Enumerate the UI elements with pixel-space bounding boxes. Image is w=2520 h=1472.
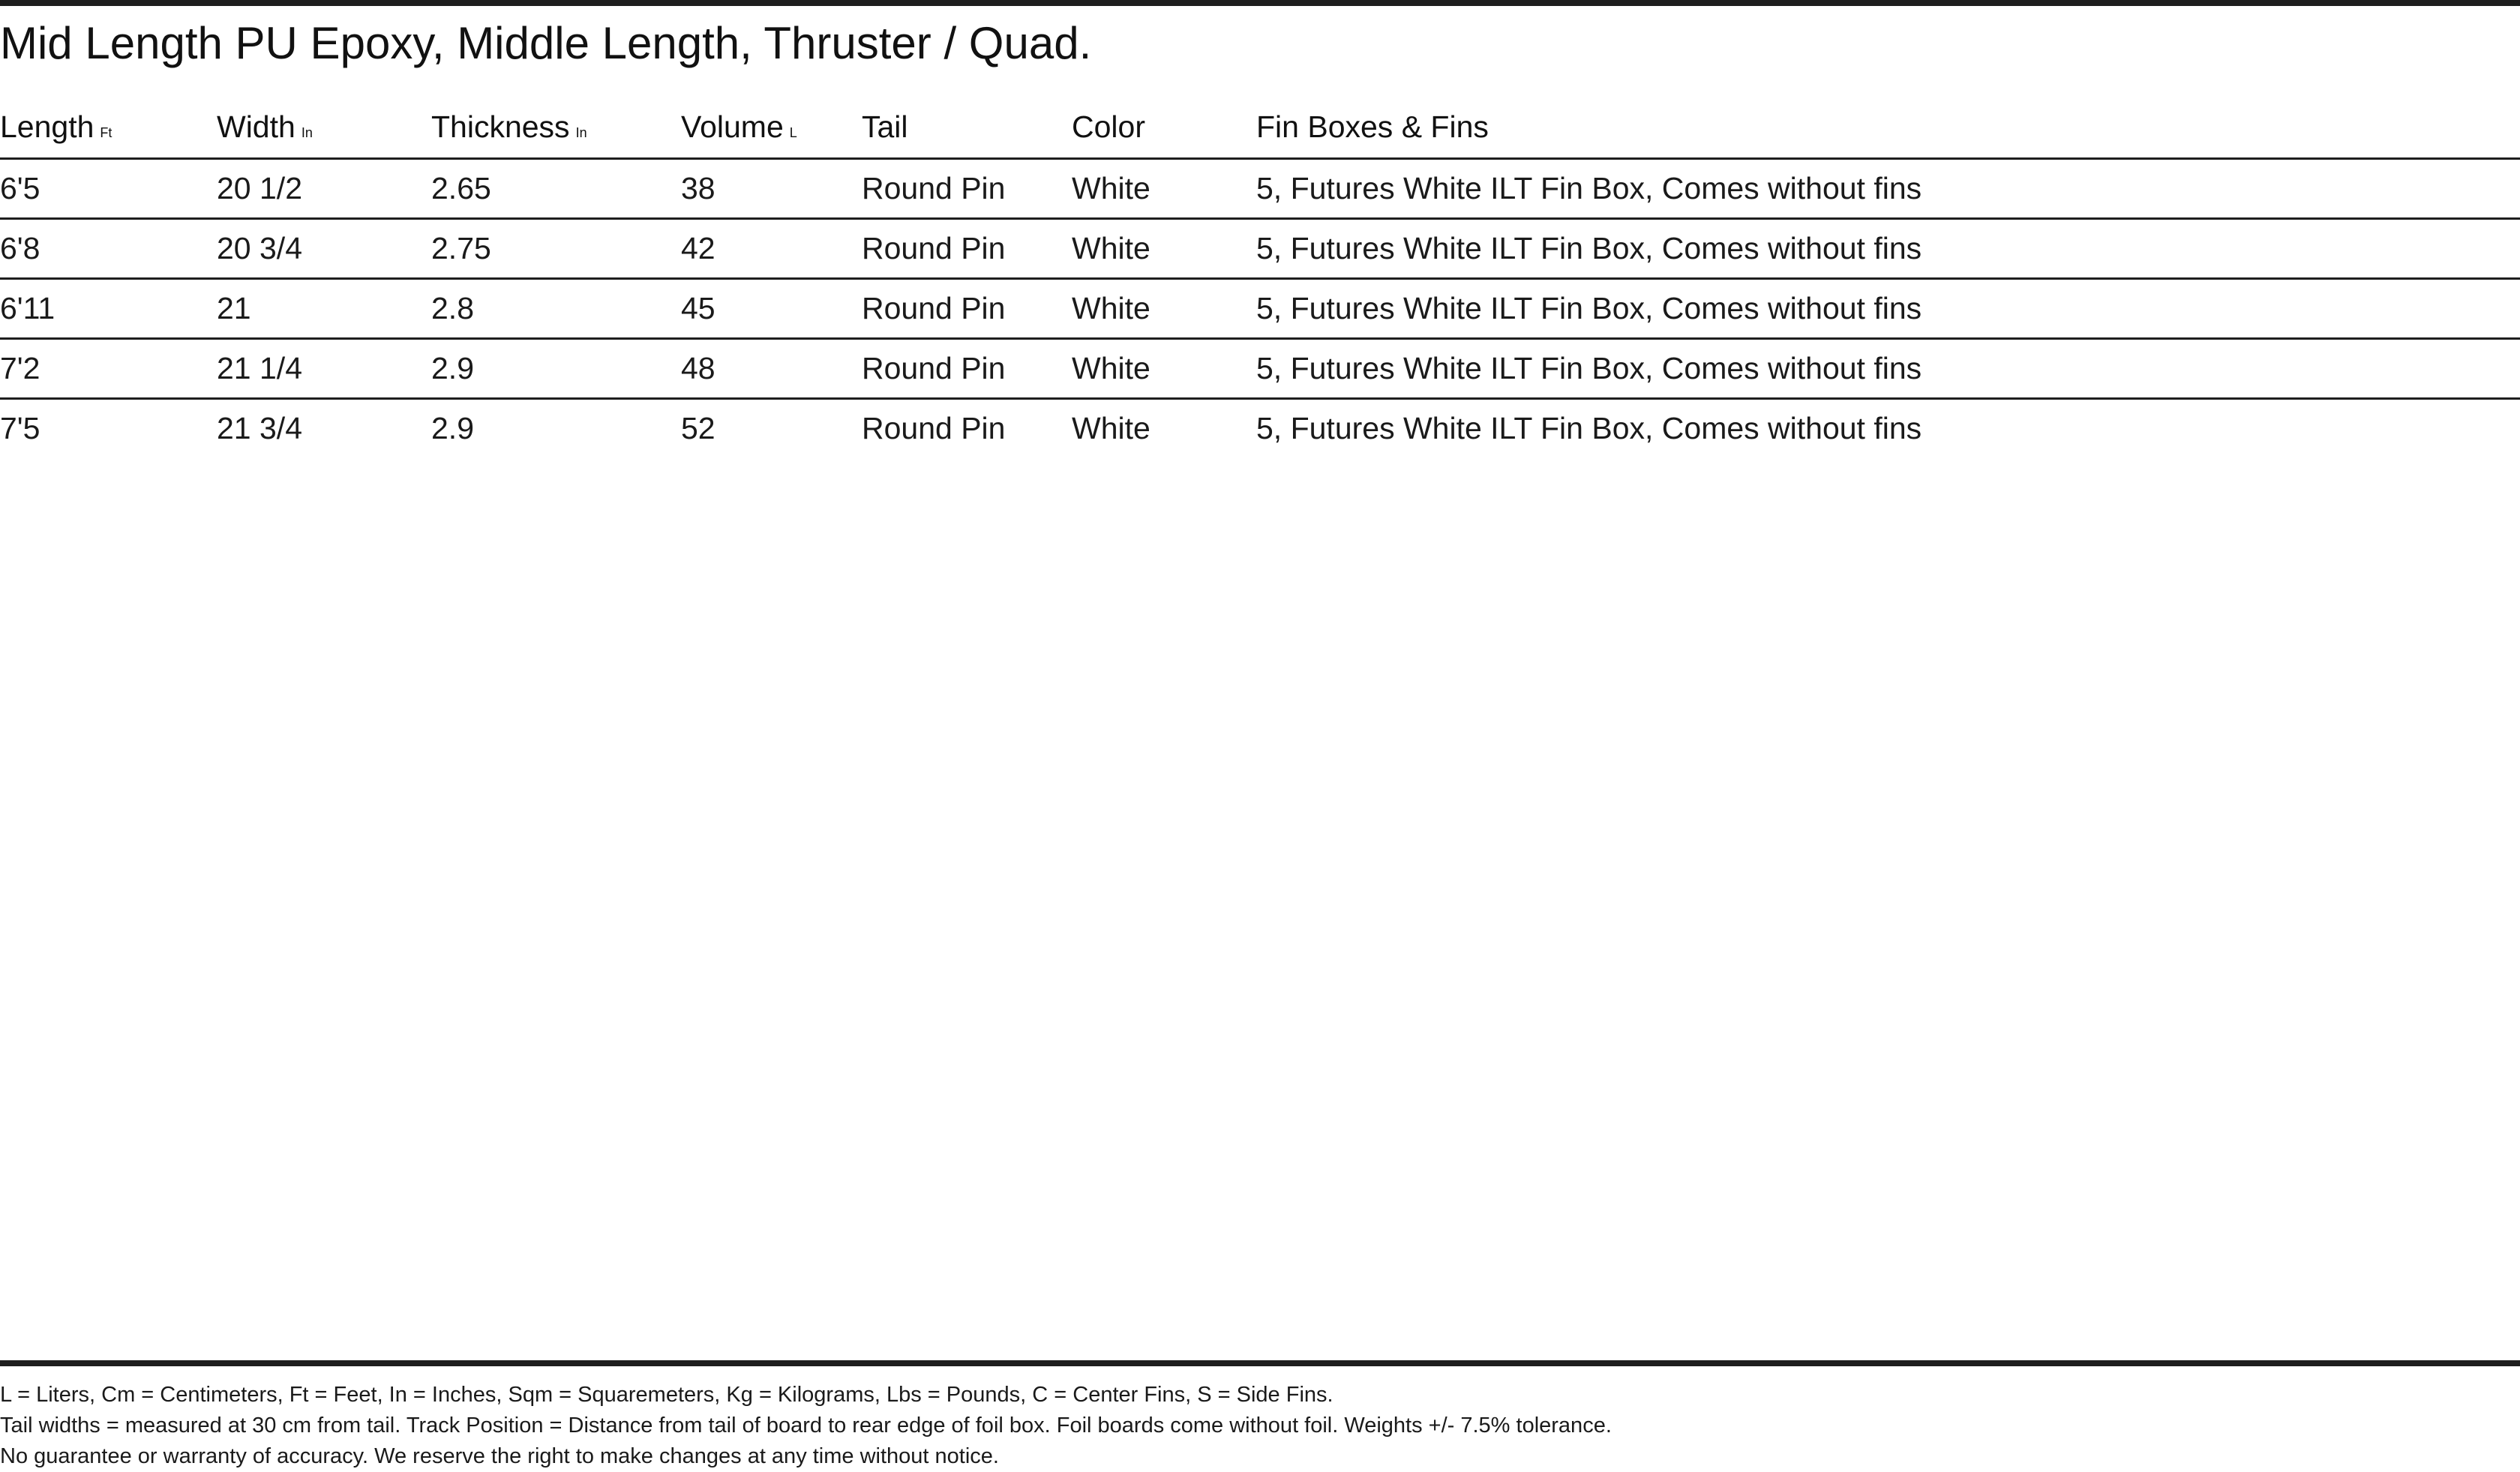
cell-tail: Round Pin: [862, 219, 1072, 279]
table-row: [0, 339, 2520, 399]
header-volume: [681, 96, 862, 159]
cell-thickness: 2.75: [431, 219, 681, 279]
cell-length: 7'5: [0, 411, 40, 445]
header-length: [0, 96, 217, 159]
cell-thickness: 2.9: [431, 339, 681, 399]
header-label: Color: [1072, 109, 1145, 144]
cell-volume: 48: [681, 339, 862, 399]
cell-width: 20 3/4: [217, 219, 431, 279]
cell-width: 20 1/2: [217, 159, 431, 219]
header-label: Volume: [681, 109, 784, 144]
header-tail: [862, 96, 1072, 159]
cell-volume: 45: [681, 279, 862, 339]
table-row: [0, 219, 2520, 279]
cell-color: White: [1072, 219, 1256, 279]
cell-tail: Round Pin: [862, 339, 1072, 399]
table-header-row: [0, 96, 2520, 159]
header-label: Width: [217, 109, 296, 144]
cell-thickness: 2.9: [431, 411, 474, 445]
top-divider: [0, 0, 2520, 6]
cell-length: 6'11: [0, 279, 217, 339]
cell-length: 7'2: [0, 339, 217, 399]
header-width: [217, 96, 431, 159]
table-row: [0, 159, 2520, 219]
header-label: Thickness: [431, 109, 570, 144]
header-unit: L: [789, 124, 797, 140]
cell-tail: Round Pin: [862, 279, 1072, 339]
cell-color: White: [1072, 411, 1150, 445]
cell-tail: Round Pin: [862, 159, 1072, 219]
header-unit: In: [575, 124, 587, 140]
footnote-legend: L = Liters, Cm = Centimeters, Ft = Feet, In = Inches, Sqm = Squaremeters, Kg = Kilograms, Lbs = Pounds, C = Center Fins, S = Side Fins.: [0, 1383, 1334, 1407]
page-title: Mid Length PU Epoxy, Middle Length, Thruster / Quad.: [0, 18, 1092, 68]
cell-fins: 5, Futures White ILT Fin Box, Comes without fins: [1256, 279, 2520, 339]
cell-fins: 5, Futures White ILT Fin Box, Comes without fins: [1256, 339, 2520, 399]
cell-color: White: [1072, 279, 1256, 339]
cell-width: 21 3/4: [217, 411, 302, 445]
header-label: Tail: [862, 109, 908, 144]
table-row: [0, 399, 2520, 458]
footnote-measurements: Tail widths = measured at 30 cm from tail. Track Position = Distance from tail of board to rear edge of foil box. Foil boards come without foil. Weights +/- 7.5% tolerance.: [0, 1414, 1612, 1438]
cell-fins: 5, Futures White ILT Fin Box, Comes without fins: [1256, 219, 2520, 279]
cell-length: 6'5: [0, 159, 217, 219]
cell-width: 21 1/4: [217, 339, 431, 399]
cell-fins: 5, Futures White ILT Fin Box, Comes without fins: [1256, 411, 1922, 445]
header-fin-boxes: [1256, 96, 2520, 159]
header-unit: In: [301, 124, 313, 140]
bottom-divider: [0, 1360, 2520, 1366]
header-color: [1072, 96, 1256, 159]
specs-table: [0, 96, 2520, 457]
header-unit: Ft: [100, 124, 112, 140]
cell-tail: Round Pin: [862, 411, 1006, 445]
header-label: Length: [0, 109, 94, 144]
cell-thickness: 2.65: [431, 159, 681, 219]
cell-fins: 5, Futures White ILT Fin Box, Comes without fins: [1256, 159, 2520, 219]
cell-thickness: 2.8: [431, 279, 681, 339]
footnotes: [0, 1380, 1612, 1472]
cell-color: White: [1072, 339, 1256, 399]
cell-color: White: [1072, 159, 1256, 219]
cell-length: 6'8: [0, 219, 217, 279]
header-label: Fin Boxes & Fins: [1256, 109, 1489, 144]
cell-volume: 52: [681, 411, 716, 445]
cell-volume: 38: [681, 159, 862, 219]
cell-volume: 42: [681, 219, 862, 279]
header-thickness: [431, 96, 681, 159]
cell-width: 21: [217, 279, 431, 339]
footnote-disclaimer: No guarantee or warranty of accuracy. We reserve the right to make changes at any time without notice.: [0, 1444, 999, 1468]
table-row: [0, 279, 2520, 339]
